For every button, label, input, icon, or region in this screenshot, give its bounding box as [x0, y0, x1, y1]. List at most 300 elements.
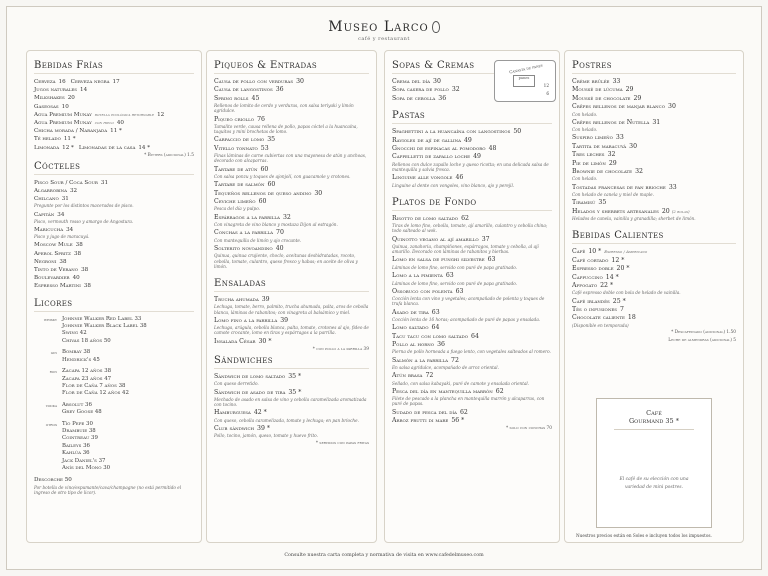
item-price: 39: [261, 295, 270, 303]
item-name: Gnocchi de espinacas al pomodoro: [392, 145, 486, 153]
item-description: En salsa agridulce, acompañado de arroz oriental.: [392, 364, 499, 370]
item-name: Tequeños rellenos de queso andino: [214, 189, 312, 197]
liquor-kind: gin: [50, 350, 57, 356]
liquor-row: [34, 435, 194, 442]
menu-item: [214, 166, 369, 174]
item-name: Atún brasa: [392, 372, 423, 380]
item-price: 18: [627, 314, 636, 322]
menu-item: [34, 111, 194, 119]
menu-item: [214, 296, 369, 304]
gourmand-subtitle: Gourmand 35 *: [628, 417, 680, 425]
liquor-item: Johnnie Walker Red Label 33: [62, 315, 142, 322]
salad-note: * con pollo a la parrilla 39: [312, 346, 369, 352]
liquor-row: [34, 465, 194, 472]
menu-item: [214, 145, 369, 153]
item-description: Quinua, quinua crujiente, choclo, aceitunas deshidratadas, rocoto, cebolla, tomate, culantro, queso fresco y habas; en aceite de oliva y limón.: [214, 253, 358, 269]
item-description: Rellenos con dulce zapallo loche y queso ricotta; en una delicada salsa de mantequilla y salvia fresca.: [392, 161, 549, 173]
column-mains: [384, 50, 560, 543]
item-price: 7: [620, 305, 624, 313]
item-price: 30 *: [258, 337, 272, 345]
liquor-row: [34, 376, 194, 383]
item-price: 72: [425, 372, 434, 380]
item-name: Café irlandés: [572, 297, 610, 305]
item-name: Affogato: [572, 281, 598, 289]
menu-item: [214, 389, 369, 397]
menu-item: [34, 195, 194, 203]
menu-item: [572, 95, 736, 103]
item-price: 60: [260, 165, 269, 173]
item-name: Capitán: [34, 211, 55, 218]
item-name: Cerveza: [34, 79, 56, 85]
item-price: 38: [83, 283, 91, 290]
item-price: 29: [608, 159, 617, 167]
gourmand-divider: [614, 429, 694, 430]
liquor-kind: [34, 330, 62, 337]
item-name: Club sándwich: [214, 424, 255, 432]
item-name: Tés o infusiones: [572, 305, 617, 313]
item-price: 48: [488, 145, 497, 153]
section-title: Licores: [34, 298, 194, 312]
section-title: Ensaladas: [214, 278, 369, 292]
menu-item: [34, 187, 194, 195]
liquor-item: Cointreau 39: [62, 435, 98, 442]
section-title: Piqueos & Entradas: [214, 60, 369, 74]
item-description: (Disponible en temporada): [572, 322, 629, 328]
menu-item: [34, 211, 194, 219]
item-description: Con queso derretido.: [214, 381, 259, 387]
section-title: Sándwiches: [214, 355, 369, 369]
menu-item: [572, 208, 736, 216]
item-price: 36: [438, 94, 447, 102]
item-name: Chocolate caliente: [572, 314, 625, 322]
item-name: Spring rolls: [214, 94, 249, 102]
menu-item: [34, 179, 194, 187]
item-price: 35 *: [288, 372, 302, 380]
item-description: Sellado, con salsa kabayaki, puré de camote y ensalada oriental.: [392, 380, 530, 386]
item-name: Maricucha: [34, 227, 64, 234]
menu-item: [572, 151, 736, 159]
item-price: 72: [451, 356, 459, 364]
item-extra-price: 17: [112, 79, 120, 85]
item-price: 30: [296, 78, 304, 85]
hot-drinks-note: Leche de almendras (adicional) 5: [668, 337, 736, 343]
menu-item: [392, 372, 552, 380]
liquor-item: Swing 42: [62, 330, 87, 337]
liquor-item: Tío Pepe 30: [62, 420, 93, 427]
liquor-row: [34, 450, 194, 457]
item-name: Piqueo criollo: [214, 115, 255, 123]
item-description: Con queso, cebolla caramelizada, tomate y lechuga; en pan brioche.: [214, 417, 359, 423]
item-name: Pesca del día en mantequilla marrón: [392, 387, 493, 395]
item-name: Salmón a la parrilla: [392, 356, 449, 364]
item-price: 12: [157, 111, 165, 118]
item-name: Causa de langostinos: [214, 86, 273, 94]
liquor-kind: [34, 357, 62, 364]
menu-item: [392, 417, 552, 425]
menu-item: [214, 229, 369, 237]
item-name: Moscow Mule: [34, 242, 73, 249]
item-name: Moussé de lúcuma: [572, 86, 623, 94]
item-name: Ravioles de ají de gallina: [392, 136, 461, 144]
section-title: Platos de Fondo: [392, 197, 552, 211]
menu-item: [34, 119, 194, 127]
item-price: 38: [73, 250, 82, 257]
item-name: Milkshakes: [34, 95, 65, 102]
item-description: Mechado de asado en salsa de vino y cebolla caramelizada aromatizada con tocino.: [214, 396, 367, 408]
item-name: Espárragos a la parrilla: [214, 213, 280, 221]
item-name: Sopa de cebolla: [392, 94, 436, 102]
menu-item: [572, 184, 736, 192]
item-name: Té helado: [34, 136, 61, 143]
item-price: 30: [668, 103, 676, 111]
liquor-row: [34, 390, 194, 397]
liquor-item: Flor de Caña 12 años 42: [62, 390, 129, 397]
liquor-kind: [34, 338, 62, 345]
item-name: Trucha ahumada: [214, 295, 259, 303]
menu-item: [572, 298, 736, 306]
liquor-kind: [34, 435, 62, 442]
item-price: 36: [275, 86, 284, 94]
liquor-kind: [34, 323, 62, 330]
liquor-item: Zacapa 12 años 38: [62, 368, 112, 375]
item-price: 20 *: [616, 265, 630, 273]
item-name: Sándwich de asado de tira: [214, 388, 286, 396]
liquor-row: [34, 323, 194, 330]
item-description: Pollo, tocino, jamón, queso, tomate y huevo frito.: [214, 433, 318, 439]
item-price: 62: [459, 408, 468, 416]
liquor-item: Anís del Mono 30: [62, 464, 111, 471]
menu-item: [34, 226, 194, 234]
item-name: Pisco Sour / Coca Sour: [34, 179, 98, 186]
item-price: 30: [314, 189, 323, 197]
menu-item: [392, 309, 552, 317]
item-price: 64: [471, 332, 479, 340]
item-price: 31: [61, 196, 69, 203]
item-price: 14: [80, 87, 88, 94]
menu-item: [572, 160, 736, 168]
item-price: 30: [433, 78, 441, 85]
section-title: Bebidas Calientes: [572, 230, 736, 244]
item-price: 11 *: [63, 136, 76, 143]
liquor-kind: ron: [49, 369, 57, 375]
item-price: 50: [513, 128, 522, 136]
item-name: Agua Premium Munay: [34, 111, 92, 118]
item-price: 49: [463, 136, 472, 144]
item-name: Tiramisú: [572, 199, 596, 207]
menu-item: [572, 86, 736, 94]
item-price: 32: [282, 213, 291, 221]
menu-item: [572, 119, 736, 127]
item-price: 63: [431, 308, 440, 316]
section-title: Cócteles: [34, 161, 194, 175]
item-price: 37: [481, 235, 490, 243]
stamp-price-2: 6: [546, 91, 549, 96]
liquor-kind: [34, 390, 62, 397]
item-name: Espresso Martini: [34, 283, 81, 290]
menu-item: [214, 116, 369, 124]
menu-item: [392, 288, 552, 296]
item-name: Espresso doble: [572, 265, 614, 273]
stamp-box: panes: [513, 75, 535, 87]
section-title: Sopas & Cremas: [392, 60, 552, 74]
menu-item: [214, 317, 369, 325]
item-name: Spaghettini a la huancaína con langostinos: [392, 128, 511, 136]
item-name: Sudado de pesca del día: [392, 408, 457, 416]
menu-item: [34, 127, 194, 135]
item-price: 25 *: [612, 297, 626, 305]
spacer: [392, 190, 552, 194]
page-footer: Consulte nuestra carta completa y normativa de visita en www.cafedelmuseo.com: [284, 553, 484, 558]
mains-note: * solo con conchas 70: [506, 426, 552, 432]
corkage-description: Por botella de vino/espumante/cava/champagne (no está permitido el ingreso de otro tipo de licor).: [34, 484, 182, 495]
spacer: [392, 103, 552, 107]
liquor-item: Flor de Caña 7 años 38: [62, 382, 126, 389]
column-drinks: [26, 50, 202, 543]
menu-item: [214, 136, 369, 144]
item-price: 40: [275, 244, 284, 252]
item-extra-price: 14 *: [138, 144, 151, 151]
item-name: Hamburguesa: [214, 409, 251, 417]
item-name: Tacu tacu con lomo saltado: [392, 332, 469, 340]
menu-item: [392, 272, 552, 280]
item-name: Sopa casera de pollo: [392, 86, 449, 94]
item-description: Café espresso doble con bola de helado de vainilla.: [572, 290, 681, 296]
menu-item: [214, 86, 369, 94]
item-description: Lechuga, tomate, berro, palmito, trucha ahumada, palta, aros de cebolla blanca, láminas de rabanitos; con vinagreta al balsámico y miel.: [214, 304, 369, 315]
stamp-title: Canasta de panes: [508, 62, 544, 75]
item-price: 35 *: [288, 388, 302, 396]
item-price: 34: [57, 211, 65, 218]
item-price: 10 *: [588, 248, 602, 256]
menu-item: [572, 274, 736, 282]
column-starters: [206, 50, 377, 543]
sandwich-note: * servidos con papas fritas: [315, 440, 369, 446]
item-name: Crêpes rellenos de manjar blanco: [572, 103, 666, 111]
liquor-item: Baileys 36: [62, 442, 90, 449]
item-description: Pregunte por los distintos macerados de pisco.: [34, 203, 134, 209]
spacer: [214, 271, 369, 275]
item-price: 32: [607, 151, 616, 159]
item-price: 14 *: [605, 273, 619, 281]
item-name: Solterito novoandino: [214, 244, 273, 252]
item-price: 33: [615, 134, 624, 142]
liquor-row: [34, 316, 194, 323]
item-name: Chicha morada / Naranjada: [34, 128, 108, 135]
liquor-kind: [34, 383, 62, 390]
menu-item: [34, 103, 194, 111]
item-description: Tamalito verde, causa rellena de pollo, papas cóctel a la huancaína, taquitos y mini brochetas de lomo.: [214, 124, 358, 135]
menu-item: [392, 153, 552, 161]
liquor-item: Chivas 18 años 50: [62, 337, 111, 344]
item-price: 53: [260, 144, 269, 152]
item-description: Helados de canela, vainilla y granadilla; sherbet de limón.: [572, 216, 696, 222]
menu-item: [214, 338, 369, 346]
menu-item: [392, 324, 552, 332]
item-name: Causa de pollo con verduras: [214, 78, 294, 85]
item-price: 12 *: [611, 256, 625, 264]
item-name: Crêpes rellenos de Nutella: [572, 118, 650, 126]
wine-glass-icon: [432, 21, 440, 33]
bitters-note: * Bitters (adicional) 1.5: [144, 152, 194, 158]
item-price: 35: [267, 136, 276, 144]
gourmand-description: El café de su elección con una variedad de mini postres.: [619, 477, 689, 490]
section-title: Postres: [572, 60, 736, 74]
item-description: Con helado de canela y miel de maple.: [572, 192, 654, 198]
item-name: Ceviche limeño: [214, 198, 256, 206]
item-price: 45: [251, 94, 260, 102]
menu-item: [572, 134, 736, 142]
item-price: 49: [473, 153, 481, 161]
item-price: 38: [81, 267, 89, 274]
item-name: Agua Premium Munay: [34, 120, 92, 127]
item-price: 56 *: [451, 416, 465, 424]
item-note: botella ecológica retornable: [94, 111, 155, 117]
item-price: 39: [280, 316, 289, 324]
item-description: Rellenos de lomito de cerdo y verduras, con salsa teriyaki y limón agridulce.: [214, 103, 354, 114]
item-name: Boulevardier: [34, 275, 70, 282]
menu-item: [214, 190, 369, 198]
menu-item: [214, 245, 369, 253]
menu-header: [0, 16, 768, 42]
menu-item: [572, 248, 736, 256]
item-price: 32: [635, 168, 643, 176]
item-description: Pierna de pollo horneada a fuego lento, con vegetales salteados al romero.: [392, 349, 551, 355]
liquor-item: Zacapa 23 años 47: [62, 375, 112, 382]
item-description: Quinua, zanahoria, champiñones, espárragos, tomate y cebolla, al ají amarillo. Decorado con láminas de rabanitos y hierbas.: [392, 244, 539, 255]
menu-item: [572, 314, 736, 322]
prices-footnote: Nuestros precios están en Soles e incluyen todos los impuestos.: [576, 533, 712, 538]
item-inline-desc: Espresso / Americano: [604, 249, 648, 255]
item-price: 12 *: [62, 144, 74, 151]
liquor-row: [34, 409, 194, 416]
item-price-note: (2 bolas): [671, 208, 690, 214]
item-price: 40: [72, 275, 80, 282]
menu-item: [392, 215, 552, 223]
menu-item: [392, 409, 552, 417]
liquor-kind: vodka: [45, 402, 57, 408]
menu-item: [214, 198, 369, 206]
item-description: Pesca del día y pulpo.: [214, 206, 260, 212]
menu-item: [572, 78, 736, 86]
item-name: Arroz frutti di mare: [392, 416, 449, 424]
menu-item: [572, 103, 736, 111]
item-price: 32: [70, 188, 78, 195]
item-extra-name: Cerveza negra: [70, 79, 110, 85]
item-price: 63: [455, 287, 464, 295]
hot-drinks-note: * Descafeinado (adicional) 1.50: [671, 329, 736, 335]
item-price: 62: [495, 387, 504, 395]
liquor-row: [34, 357, 194, 364]
item-price: 20: [661, 207, 670, 215]
item-price: 70: [276, 229, 284, 237]
item-price: 10: [61, 103, 69, 110]
item-description: Con mantequilla de limón y ajo crocante.: [214, 237, 302, 243]
item-description: Tiras de lomo fino, cebolla, tomate, ají amarillo, culantro y cebolla china; todo salteado al wok.: [392, 223, 548, 234]
item-name: Cappelletti de zapallo loche: [392, 153, 471, 161]
section-title: Pastas: [392, 110, 552, 124]
menu-item: [34, 274, 194, 282]
item-name: Tartita de maracuyá: [572, 142, 627, 150]
menu-item: [392, 256, 552, 264]
item-price: 31: [100, 179, 109, 186]
item-name: Helados y sherbets artesanales: [572, 207, 659, 215]
item-price: 36: [437, 340, 445, 348]
item-description: Linguine al dente con vongoles, vino blanco, ajo y perejil.: [392, 182, 515, 188]
menu-item: [34, 86, 194, 94]
menu-item: [214, 425, 369, 433]
liquor-row: [34, 383, 194, 390]
liquor-row: [34, 428, 194, 435]
liquor-row: [34, 349, 194, 356]
item-name: Insalada César: [214, 337, 256, 345]
liquor-row: [34, 330, 194, 337]
menu-item: [34, 266, 194, 274]
item-price: 33: [612, 78, 621, 85]
item-price: 76: [257, 115, 265, 123]
bread-basket-stamp: [494, 60, 556, 102]
item-name: Limonada: [34, 144, 60, 151]
item-description: Con helado.: [572, 127, 598, 133]
menu-item: [572, 265, 736, 273]
item-price: 20: [67, 95, 75, 102]
item-name: Lomo en salsa de funghi silvestre: [392, 256, 485, 264]
liquor-row: [34, 443, 194, 450]
menu-item: [392, 137, 552, 145]
item-price: 63: [487, 256, 496, 264]
menu-item: [34, 135, 194, 143]
item-description: Cocción lenta de 16 horas; acompañado de puré de papas y ensalada.: [392, 316, 541, 322]
cafe-gourmand-box: [596, 398, 712, 528]
menu-item: [392, 357, 552, 365]
liquor-row: [34, 338, 194, 345]
menu-item: [34, 144, 194, 152]
liquor-kind: [34, 465, 62, 472]
item-name: Quinotto vegano al ají amarillo: [392, 235, 479, 243]
item-name: Tostadas francesas de pan brioche: [572, 183, 666, 191]
menu-item: [572, 143, 736, 151]
item-name: Lomo fino a la parrilla: [214, 316, 278, 324]
stamp-price-1: 12: [543, 83, 549, 88]
item-description: Cocción lenta con vino y vegetales; acompañado de polenta y toques de trufa blanca.: [392, 296, 545, 307]
gourmand-title: Café: [646, 409, 662, 417]
item-note: con hielo: [94, 120, 114, 126]
item-price: 35: [598, 199, 607, 207]
item-description: Láminas de lomo fino, servido con puré de papa gratinado.: [392, 264, 518, 270]
liquor-item: Bombay 38: [62, 349, 91, 356]
item-name: Crema del día: [392, 78, 431, 85]
item-name: Moussé de chocolate: [572, 94, 631, 102]
menu-item: [392, 333, 552, 341]
item-price: 31: [652, 118, 661, 126]
item-price: 46: [455, 174, 464, 182]
item-description: Finas láminas de carne cubiertas con una mayonesa de atún y anchoas, decorado con alcaparras.: [214, 153, 367, 164]
item-name: Cappuccino: [572, 273, 603, 281]
liquor-kind: [34, 428, 62, 435]
item-price: 30: [629, 142, 638, 150]
brand-title: Museo Larco: [328, 19, 429, 35]
item-price: 32: [451, 86, 460, 94]
liquor-item: Johnnie Walker Black Label 38: [62, 323, 147, 330]
menu-item: [392, 388, 552, 396]
liquor-kind: [34, 409, 62, 416]
item-price: 62: [461, 214, 469, 222]
item-name: Brownie de chocolate: [572, 168, 633, 176]
liquor-kind: [34, 443, 62, 450]
item-price: 42 *: [253, 409, 267, 417]
liquor-kind: [34, 450, 62, 457]
item-description: Con vinagreta de vino blanco y mostaza Dijon al estragón.: [214, 222, 338, 228]
menu-item: [214, 214, 369, 222]
